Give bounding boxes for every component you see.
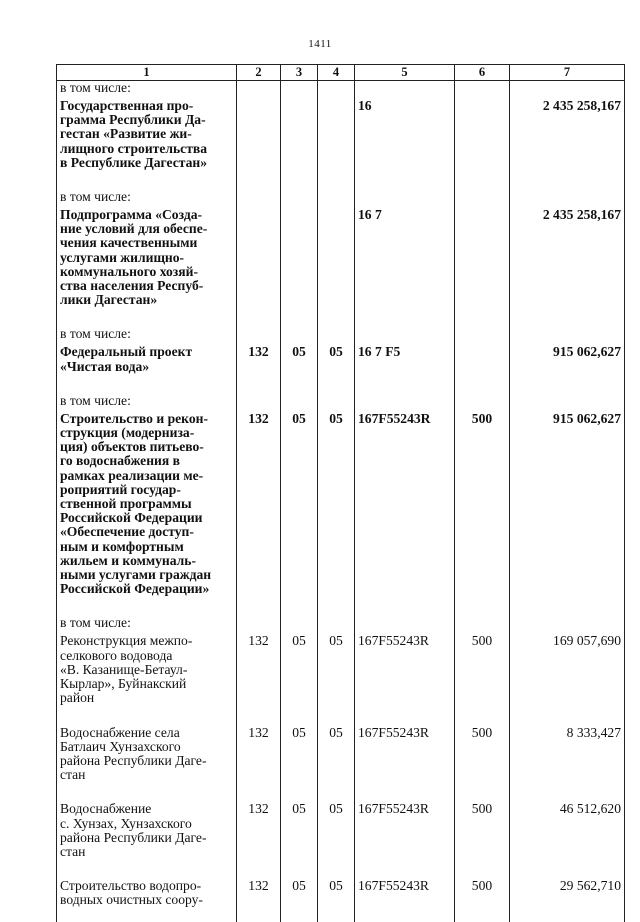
row-value-cell-5	[355, 394, 455, 412]
program-row	[57, 99, 625, 170]
row-value-cell-5	[355, 190, 455, 208]
row-name-cell	[57, 634, 237, 705]
page-number: 1411	[308, 38, 332, 50]
row-value-cell-3	[281, 634, 318, 705]
row-name-cell	[57, 394, 237, 412]
row-value-cell-4	[318, 99, 355, 170]
spacer-cell	[510, 596, 625, 616]
row-value-cell-5	[355, 802, 455, 859]
row-value-cell-2	[237, 345, 281, 373]
row-value-cell-4	[318, 394, 355, 412]
row-value: 8 333,427	[566, 724, 621, 740]
row-value-cell-7	[510, 879, 625, 907]
row-value: 29 562,710	[559, 878, 621, 894]
row-value: 2 435 258,167	[542, 98, 621, 113]
spacer-cell	[281, 706, 318, 726]
row-name: Водоснабжение с. Хунзах, Хунзахского района Республики Даге- стан	[60, 801, 207, 859]
row-spacer	[57, 307, 625, 327]
row-value-cell-4	[318, 726, 355, 783]
table-body	[57, 81, 625, 922]
row-value-cell-6	[455, 802, 510, 859]
row-value-cell-6	[455, 345, 510, 373]
row-value-cell-5	[355, 412, 455, 597]
row-spacer	[57, 374, 625, 394]
row-value: 05	[329, 344, 343, 360]
spacer-cell	[281, 374, 318, 394]
row-value-cell-5	[355, 327, 455, 345]
continuation-cell	[510, 908, 625, 922]
row-value-cell-6	[455, 394, 510, 412]
row-continuation	[57, 908, 625, 922]
row-value: 05	[292, 344, 306, 360]
row-name: Государственная про- грамма Республики Да- гестан «Развитие жи- лищного строительства в Республике Дагестан»	[60, 98, 208, 170]
spacer-cell	[510, 307, 625, 327]
row-value-cell-2	[237, 802, 281, 859]
spacer-cell	[281, 307, 318, 327]
row-name-cell	[57, 190, 237, 208]
subtotal-label-row	[57, 81, 625, 100]
subtotal-label-row	[57, 394, 625, 412]
row-value-cell-5	[355, 81, 455, 100]
row-value-cell-6	[455, 616, 510, 634]
row-value: 167F55243R	[358, 878, 430, 894]
object-row	[57, 726, 625, 783]
row-value-cell-6	[455, 726, 510, 783]
row-value-cell-6	[455, 879, 510, 907]
row-value-cell-7	[510, 394, 625, 412]
spacer-cell	[455, 859, 510, 879]
row-value: 05	[329, 878, 343, 894]
column-header: 7	[510, 65, 625, 81]
spacer-cell	[510, 782, 625, 802]
row-value: 132	[248, 724, 269, 740]
row-value: 167F55243R	[358, 724, 430, 740]
row-name-cell	[57, 99, 237, 170]
row-value-cell-3	[281, 81, 318, 100]
row-value-cell-6	[455, 190, 510, 208]
column-header: 3	[281, 65, 318, 81]
spacer-cell	[281, 596, 318, 616]
row-value-cell-2	[237, 327, 281, 345]
row-spacer	[57, 706, 625, 726]
row-spacer	[57, 782, 625, 802]
row-value-cell-3	[281, 616, 318, 634]
row-value-cell-4	[318, 802, 355, 859]
row-value-cell-5	[355, 616, 455, 634]
spacer-cell	[237, 706, 281, 726]
spacer-cell	[237, 307, 281, 327]
row-value-cell-7	[510, 802, 625, 859]
row-value-cell-2	[237, 616, 281, 634]
row-value: 05	[329, 410, 343, 426]
spacer-cell	[318, 374, 355, 394]
row-value-cell-3	[281, 412, 318, 597]
object-row	[57, 802, 625, 859]
row-value: 132	[248, 801, 269, 817]
row-name-cell	[57, 726, 237, 783]
spacer-cell	[237, 374, 281, 394]
row-value: 16 7	[358, 207, 382, 223]
row-value-cell-4	[318, 345, 355, 373]
row-value-cell-7	[510, 616, 625, 634]
spacer-cell	[57, 706, 237, 726]
row-value: 2 435 258,167	[542, 207, 621, 223]
spacer-cell	[355, 596, 455, 616]
row-value: 05	[292, 801, 306, 817]
row-value: 915 062,627	[553, 410, 621, 426]
row-name-cell	[57, 208, 237, 307]
spacer-cell	[318, 782, 355, 802]
row-value-cell-4	[318, 81, 355, 100]
spacer-cell	[318, 170, 355, 190]
row-value-cell-2	[237, 879, 281, 907]
spacer-cell	[57, 596, 237, 616]
row-value: 167F55243R	[358, 801, 430, 817]
row-value: 915 062,627	[553, 344, 621, 360]
row-value: 500	[471, 633, 493, 649]
spacer-cell	[318, 859, 355, 879]
spacer-cell	[237, 859, 281, 879]
spacer-cell	[510, 859, 625, 879]
row-value: 167F55243R	[358, 410, 431, 426]
row-name: Водоснабжение села Батлаич Хунзахского района Республики Даге- стан	[60, 724, 207, 783]
row-name: Подпрограмма «Созда- ние условий для обеспе- чения качественными услугами жилищно- коммунального хозяй- ства населения Респуб- лики Дагестан»	[60, 207, 208, 308]
row-name: Строительство и рекон- струкция (модерниза- ция) объектов питьево- го водоснабжения в рамках реализации ме- роприятий государ- ственной программы Российской Федерации «Обеспечение доступ- ным и комфортным жильем и коммуналь- ными услугами граждан Российской Федерации»	[60, 410, 212, 597]
row-value-cell-2	[237, 208, 281, 307]
continuation-cell	[318, 908, 355, 922]
row-value: 16 7 F5	[358, 344, 401, 360]
row-value: 05	[329, 801, 343, 817]
spacer-cell	[318, 307, 355, 327]
row-name: в том числе:	[60, 189, 131, 205]
row-name: Федеральный проект «Чистая вода»	[60, 344, 193, 374]
row-value-cell-6	[455, 208, 510, 307]
continuation-cell	[57, 908, 237, 922]
spacer-cell	[237, 596, 281, 616]
row-value: 16	[358, 98, 372, 113]
row-spacer	[57, 170, 625, 190]
spacer-cell	[237, 782, 281, 802]
spacer-cell	[355, 782, 455, 802]
row-value-cell-5	[355, 879, 455, 907]
row-value-cell-4	[318, 208, 355, 307]
spacer-cell	[455, 706, 510, 726]
row-value: 05	[292, 724, 306, 740]
subtotal-label-row	[57, 327, 625, 345]
row-value-cell-4	[318, 412, 355, 597]
object-row	[57, 879, 625, 907]
spacer-cell	[281, 859, 318, 879]
row-value: 167F55243R	[358, 633, 430, 649]
row-value-cell-2	[237, 394, 281, 412]
row-value-cell-5	[355, 634, 455, 705]
row-value: 169 057,690	[553, 633, 621, 649]
row-value-cell-3	[281, 190, 318, 208]
row-value-cell-2	[237, 412, 281, 597]
column-number-header	[57, 65, 625, 81]
row-value: 46 512,620	[559, 801, 621, 817]
spacer-cell	[455, 170, 510, 190]
row-value: 05	[292, 410, 306, 426]
row-value-cell-3	[281, 208, 318, 307]
row-value-cell-7	[510, 412, 625, 597]
row-value-cell-7	[510, 81, 625, 100]
row-name-cell	[57, 412, 237, 597]
spacer-cell	[455, 374, 510, 394]
spacer-cell	[281, 170, 318, 190]
spacer-cell	[57, 859, 237, 879]
spacer-cell	[281, 782, 318, 802]
row-value-cell-5	[355, 99, 455, 170]
row-value: 132	[248, 410, 269, 426]
spacer-cell	[455, 596, 510, 616]
column-header: 2	[237, 65, 281, 81]
continuation-cell	[237, 908, 281, 922]
spacer-cell	[355, 859, 455, 879]
row-value-cell-6	[455, 327, 510, 345]
row-value-cell-7	[510, 99, 625, 170]
continuation-cell	[355, 908, 455, 922]
row-value-cell-3	[281, 726, 318, 783]
row-name: Реконструкция межпо- селкового водовода «В. Казанище-Бетаул- Кырлар», Буйнакский район	[60, 633, 193, 706]
subtotal-label-row	[57, 616, 625, 634]
row-value-cell-3	[281, 879, 318, 907]
row-name: Строительство водопро- водных очистных соору-	[60, 878, 203, 908]
row-spacer	[57, 596, 625, 616]
continuation-cell	[455, 908, 510, 922]
program-row	[57, 208, 625, 307]
row-value-cell-2	[237, 190, 281, 208]
row-value-cell-6	[455, 412, 510, 597]
row-name-cell	[57, 802, 237, 859]
row-value: 05	[292, 633, 306, 649]
row-value: 132	[248, 878, 269, 894]
row-value-cell-4	[318, 190, 355, 208]
row-value: 132	[248, 633, 269, 649]
column-header: 5	[355, 65, 455, 81]
row-name-cell	[57, 327, 237, 345]
row-value: 132	[248, 344, 269, 360]
row-value-cell-5	[355, 345, 455, 373]
spacer-cell	[355, 706, 455, 726]
row-value: 05	[329, 724, 343, 740]
row-name-cell	[57, 616, 237, 634]
row-name-cell	[57, 879, 237, 907]
row-value-cell-4	[318, 634, 355, 705]
spacer-cell	[57, 782, 237, 802]
spacer-cell	[355, 307, 455, 327]
row-value-cell-3	[281, 394, 318, 412]
row-value-cell-4	[318, 879, 355, 907]
row-spacer	[57, 859, 625, 879]
row-value-cell-5	[355, 208, 455, 307]
row-value-cell-2	[237, 81, 281, 100]
row-value: 500	[471, 801, 493, 817]
spacer-cell	[318, 596, 355, 616]
row-value: 500	[471, 878, 493, 894]
row-value-cell-7	[510, 190, 625, 208]
row-value-cell-6	[455, 81, 510, 100]
continuation-cell	[281, 908, 318, 922]
row-value-cell-2	[237, 726, 281, 783]
row-value-cell-7	[510, 634, 625, 705]
row-value-cell-7	[510, 208, 625, 307]
row-value-cell-3	[281, 99, 318, 170]
row-name: в том числе:	[60, 326, 131, 342]
row-name-cell	[57, 345, 237, 373]
spacer-cell	[57, 374, 237, 394]
row-value-cell-3	[281, 327, 318, 345]
row-value: 500	[471, 724, 493, 740]
budget-table	[56, 64, 625, 922]
row-name: в том числе:	[60, 80, 131, 95]
row-value-cell-5	[355, 726, 455, 783]
row-value-cell-7	[510, 726, 625, 783]
row-value-cell-6	[455, 634, 510, 705]
spacer-cell	[57, 307, 237, 327]
spacer-cell	[510, 706, 625, 726]
subtotal-label-row	[57, 190, 625, 208]
row-value: 05	[292, 878, 306, 894]
row-value-cell-2	[237, 634, 281, 705]
row-value-cell-3	[281, 802, 318, 859]
spacer-cell	[57, 170, 237, 190]
row-value-cell-4	[318, 327, 355, 345]
program-row	[57, 412, 625, 597]
spacer-cell	[355, 374, 455, 394]
row-value-cell-6	[455, 99, 510, 170]
row-value-cell-4	[318, 616, 355, 634]
row-value: 05	[329, 633, 343, 649]
row-name: в том числе:	[60, 392, 131, 408]
spacer-cell	[510, 170, 625, 190]
spacer-cell	[455, 782, 510, 802]
spacer-cell	[237, 170, 281, 190]
row-value-cell-3	[281, 345, 318, 373]
object-row	[57, 634, 625, 705]
program-row	[57, 345, 625, 373]
column-header: 6	[455, 65, 510, 81]
column-header: 4	[318, 65, 355, 81]
row-name: в том числе:	[60, 615, 131, 631]
column-header: 1	[57, 65, 237, 81]
row-name-cell	[57, 81, 237, 100]
row-value: 500	[471, 410, 493, 426]
row-value-cell-2	[237, 99, 281, 170]
spacer-cell	[355, 170, 455, 190]
row-value-cell-7	[510, 327, 625, 345]
row-value-cell-7	[510, 345, 625, 373]
spacer-cell	[318, 706, 355, 726]
spacer-cell	[455, 307, 510, 327]
spacer-cell	[510, 374, 625, 394]
